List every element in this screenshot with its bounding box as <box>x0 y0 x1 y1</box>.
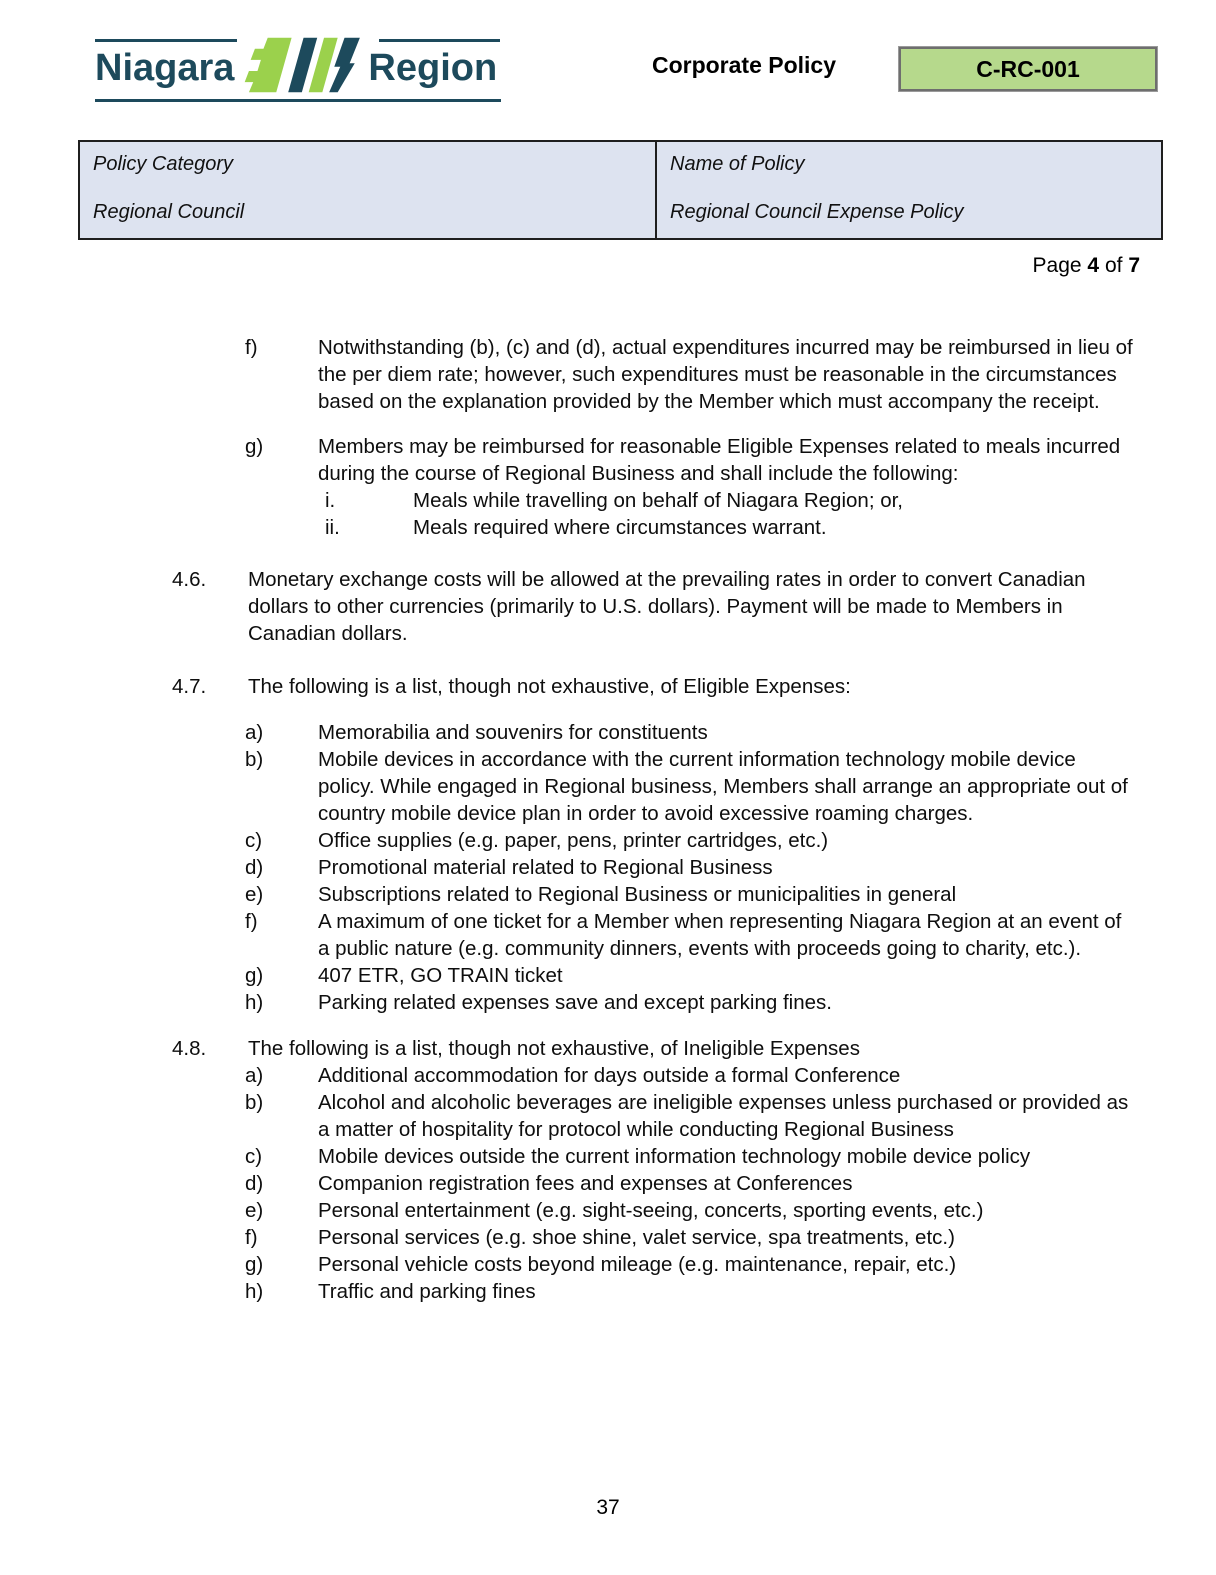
logo-rule-bottom <box>95 99 501 102</box>
eligible-item-b-text: Mobile devices in accordance with the current information technology mobile device policy. While engaged in Regional business, Members shall arrange an appropriate out of country mobile device plan in order to avoid excessive roaming charges. <box>318 748 1128 825</box>
eligible-item-f-marker: f) <box>245 910 258 933</box>
ineligible-item-c-marker: c) <box>245 1145 263 1168</box>
ineligible-item-h-text: Traffic and parking fines <box>318 1280 536 1303</box>
ineligible-item-g <box>245 1251 1138 1278</box>
section-4-8-text: The following is a list, though not exhaustive, of Ineligible Expenses <box>248 1037 860 1060</box>
page-indicator-prefix: Page <box>1032 254 1082 277</box>
eligible-item-g-marker: g) <box>245 964 264 987</box>
clause-g-text: Members may be reimbursed for reasonable Eligible Expenses related to meals incurred during the course of Regional Business and shall include the following: <box>318 435 1121 485</box>
eligible-item-h-text: Parking related expenses save and except parking fines. <box>318 991 832 1014</box>
ineligible-item-g-marker: g) <box>245 1253 264 1276</box>
ineligible-item-e-marker: e) <box>245 1199 264 1222</box>
logo-rule-top-left <box>95 39 237 42</box>
ineligible-item-c-text: Mobile devices outside the current information technology mobile device policy <box>318 1145 1031 1168</box>
ineligible-item-b-text: Alcohol and alcoholic beverages are ineligible expenses unless purchased or provided as a matter of hospitality for protocol while conducting Regional Business <box>318 1091 1129 1141</box>
section-4-6 <box>172 566 1138 647</box>
page-number: 37 <box>596 1496 620 1519</box>
clause-f-text: Notwithstanding (b), (c) and (d), actual expenditures incurred may be reimbursed in lieu of the per diem rate; however, such expenditures must be reasonable in the circumstances based on the explanation provided by the Member which must accompany the receipt. <box>318 336 1133 413</box>
eligible-item-g <box>245 962 1138 989</box>
policy-name-value: Regional Council Expense Policy <box>670 201 964 223</box>
clause-g-sub-i <box>325 487 1138 514</box>
eligible-item-a <box>245 719 1138 746</box>
ineligible-item-a-marker: a) <box>245 1064 264 1087</box>
logo-word-region: Region <box>368 47 498 89</box>
eligible-item-f <box>245 908 1138 962</box>
ineligible-item-a-text: Additional accommodation for days outside a formal Conference <box>318 1064 901 1087</box>
clause-g-sub-ii-text: Meals required where circumstances warrant. <box>413 516 827 539</box>
section-4-8-number: 4.8. <box>172 1037 207 1060</box>
clause-g-sub-i-marker: i. <box>325 489 336 512</box>
policy-category-label: Policy Category <box>93 153 234 175</box>
policy-body <box>172 334 1138 1305</box>
clause-g-sub-ii <box>325 514 1138 541</box>
clause-f-marker: f) <box>245 336 258 359</box>
ineligible-item-d-text: Companion registration fees and expenses at Conferences <box>318 1172 853 1195</box>
ineligible-item-b <box>245 1089 1138 1143</box>
policy-info-table <box>78 140 1163 240</box>
ineligible-item-e-text: Personal entertainment (e.g. sight-seeing, concerts, sporting events, etc.) <box>318 1199 984 1222</box>
niagara-falls-icon <box>237 32 365 98</box>
eligible-item-a-marker: a) <box>245 721 264 744</box>
eligible-item-h-marker: h) <box>245 991 264 1014</box>
section-4-7-number: 4.7. <box>172 675 207 698</box>
document-type-title: Corporate Policy <box>651 52 837 78</box>
ineligible-item-h <box>245 1278 1138 1305</box>
eligible-item-e-marker: e) <box>245 883 264 906</box>
page-indicator-current: 4 <box>1087 254 1100 277</box>
eligible-item-b-marker: b) <box>245 748 264 771</box>
eligible-item-h <box>245 989 1138 1016</box>
ineligible-item-d-marker: d) <box>245 1172 264 1195</box>
policy-name-cell <box>657 142 1161 238</box>
section-4-7 <box>172 673 1138 700</box>
page-indicator-of: of <box>1104 254 1123 277</box>
eligible-item-d-text: Promotional material related to Regional Business <box>318 856 773 879</box>
page-indicator-total: 7 <box>1128 254 1140 277</box>
eligible-item-a-text: Memorabilia and souvenirs for constituents <box>318 721 708 744</box>
policy-category-value: Regional Council <box>93 201 245 223</box>
eligible-item-f-text: A maximum of one ticket for a Member when representing Niagara Region at an event of a public nature (e.g. community dinners, events with proceeds going to charity, etc.). <box>318 910 1122 960</box>
logo-rule-top-right <box>379 39 500 42</box>
eligible-item-b <box>245 746 1138 827</box>
ineligible-item-e <box>245 1197 1138 1224</box>
ineligible-item-g-text: Personal vehicle costs beyond mileage (e.g. maintenance, repair, etc.) <box>318 1253 957 1276</box>
eligible-item-d-marker: d) <box>245 856 264 879</box>
clause-g-marker: g) <box>245 435 264 458</box>
section-4-8 <box>172 1035 1138 1062</box>
section-4-7-text: The following is a list, though not exhaustive, of Eligible Expenses: <box>248 675 851 698</box>
policy-code-badge: C-RC-001 <box>899 47 1157 91</box>
clause-g-sub-ii-marker: ii. <box>325 516 340 539</box>
section-4-6-text: Monetary exchange costs will be allowed at the prevailing rates in order to convert Canadian dollars to other currencies (primarily to U.S. dollars). Payment will be made to Members in Canadian dollars. <box>248 568 1086 645</box>
clause-g <box>245 433 1138 487</box>
eligible-item-c-marker: c) <box>245 829 263 852</box>
eligible-item-c <box>245 827 1138 854</box>
policy-name-label: Name of Policy <box>670 153 805 175</box>
ineligible-item-f-text: Personal services (e.g. shoe shine, valet service, spa treatments, etc.) <box>318 1226 955 1249</box>
clause-g-sub-i-text: Meals while travelling on behalf of Niagara Region; or, <box>413 489 903 512</box>
ineligible-item-d <box>245 1170 1138 1197</box>
eligible-item-g-text: 407 ETR, GO TRAIN ticket <box>318 964 563 987</box>
ineligible-item-f <box>245 1224 1138 1251</box>
ineligible-item-a <box>245 1062 1138 1089</box>
ineligible-item-b-marker: b) <box>245 1091 264 1114</box>
policy-category-cell <box>80 142 657 238</box>
niagara-region-logo <box>95 34 503 102</box>
section-4-6-number: 4.6. <box>172 568 207 591</box>
eligible-item-c-text: Office supplies (e.g. paper, pens, printer cartridges, etc.) <box>318 829 829 852</box>
logo-word-niagara: Niagara <box>95 47 235 89</box>
eligible-item-e <box>245 881 1138 908</box>
page-indicator <box>1033 254 1140 278</box>
ineligible-item-c <box>245 1143 1138 1170</box>
eligible-item-d <box>245 854 1138 881</box>
ineligible-item-f-marker: f) <box>245 1226 258 1249</box>
eligible-item-e-text: Subscriptions related to Regional Business or municipalities in general <box>318 883 957 906</box>
clause-f <box>245 334 1138 415</box>
ineligible-item-h-marker: h) <box>245 1280 264 1303</box>
